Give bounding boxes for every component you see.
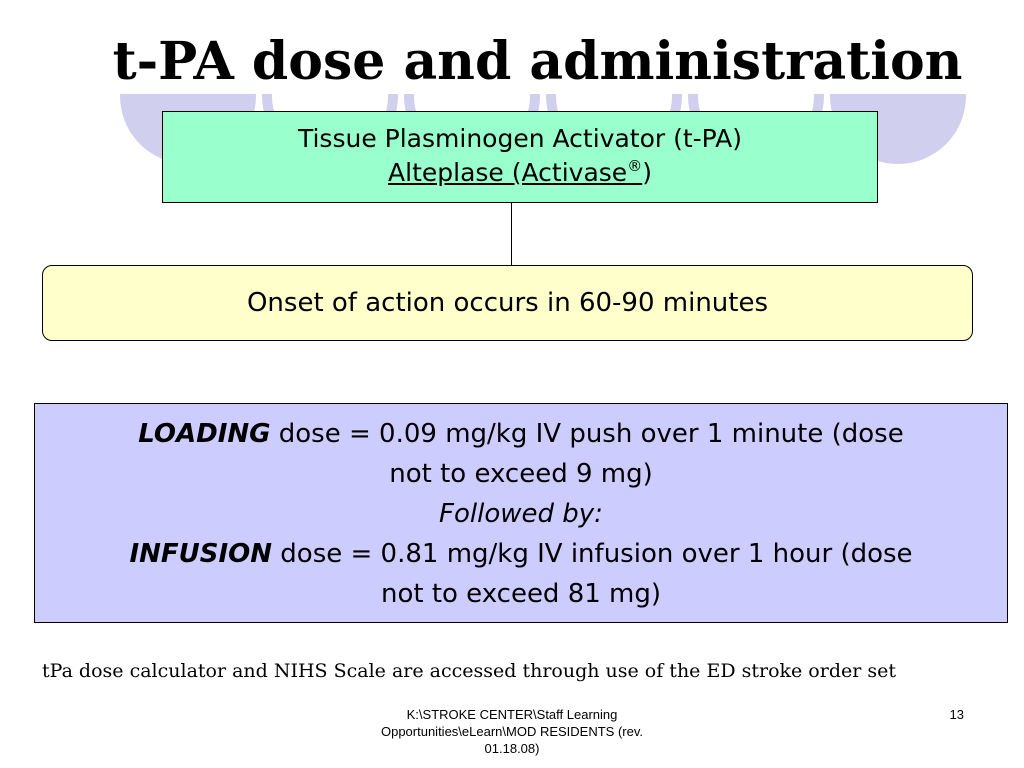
loading-dose-text: dose = 0.09 mg/kg IV push over 1 minute (dose <box>270 419 904 449</box>
infusion-limit: not to exceed 81 mg) <box>380 579 662 609</box>
footer-file-path <box>362 706 662 757</box>
loading-dose-line <box>35 414 1007 454</box>
brand-name-text: Alteplase (Activase <box>388 158 628 187</box>
followed-by: Followed by: <box>439 499 603 529</box>
loading-limit: not to exceed 9 mg) <box>389 459 653 489</box>
footer-path-line: Opportunities\eLearn\MOD RESIDENTS (rev. <box>380 724 643 739</box>
onset-box <box>42 265 973 341</box>
dose-box <box>34 403 1008 623</box>
drug-brand-name <box>388 158 642 187</box>
order-set-note: tPa dose calculator and NIHS Scale are accessed through use of the ED stroke order set <box>42 660 896 682</box>
infusion-label: INFUSION <box>129 539 273 569</box>
infusion-dose-text: dose = 0.81 mg/kg IV infusion over 1 hour (dose <box>272 539 913 569</box>
connector-line <box>511 203 512 265</box>
onset-text: Onset of action occurs in 60-90 minutes <box>246 288 769 318</box>
footer-path-line: 01.18.08) <box>484 741 540 756</box>
closing-paren: ) <box>642 158 652 187</box>
drug-full-name: Tissue Plasminogen Activator (t-PA) <box>297 124 743 153</box>
drug-brand-line <box>163 156 877 190</box>
infusion-dose-line <box>35 534 1007 574</box>
registered-mark: ® <box>627 157 643 175</box>
slide-number: 13 <box>949 707 964 722</box>
footer-path-line: K:\STROKE CENTER\Staff Learning <box>406 707 618 722</box>
drug-name-box <box>162 111 878 203</box>
loading-label: LOADING <box>138 419 271 449</box>
slide-title: t-PA dose and administration <box>112 31 963 92</box>
